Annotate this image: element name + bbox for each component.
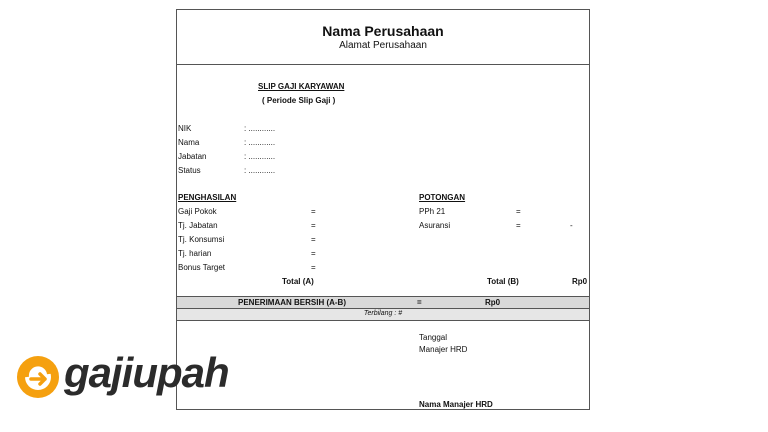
deduction-total-value: Rp0: [572, 277, 588, 286]
header-divider: [176, 64, 590, 65]
net-pay-label: PENERIMAAN BERSIH (A-B): [238, 298, 346, 307]
income-row-label: Tj. Konsumsi: [178, 235, 225, 244]
slip-title: SLIP GAJI KARYAWAN: [258, 82, 345, 91]
income-row-label: Tj. Jabatan: [178, 221, 218, 230]
income-row-eq: =: [311, 249, 316, 258]
company-address: Alamat Perusahaan: [339, 40, 427, 51]
terbilang-text: Terbilang : #: [363, 310, 403, 317]
income-row-eq: =: [311, 263, 316, 272]
deduction-heading: POTONGAN: [419, 193, 466, 202]
income-row-label: Gaji Pokok: [178, 207, 217, 216]
employee-nik-value: : ............: [244, 124, 276, 133]
logo-wordmark: gajiupah: [64, 349, 229, 396]
employee-status-label: Status: [178, 166, 201, 175]
net-pay-eq: =: [417, 298, 422, 307]
signature-date-label: Tanggal: [419, 333, 448, 342]
deduction-row-label: Asuransi: [419, 221, 451, 230]
employee-status-value: : ............: [244, 166, 276, 175]
company-name: Nama Perusahaan: [322, 23, 444, 39]
income-row-eq: =: [311, 207, 316, 216]
income-row-eq: =: [311, 221, 316, 230]
signature-role: Manajer HRD: [419, 345, 468, 354]
income-row-label: Bonus Target: [178, 263, 225, 272]
employee-name-value: : ............: [244, 138, 276, 147]
deduction-total-label: Total (B): [487, 277, 519, 286]
deduction-row-label: PPh 21: [419, 207, 446, 216]
income-heading: PENGHASILAN: [178, 193, 237, 202]
deduction-row-value: -: [570, 221, 573, 230]
employee-position-value: : ............: [244, 152, 276, 161]
employee-position-label: Jabatan: [178, 152, 207, 161]
income-row-eq: =: [311, 235, 316, 244]
income-total-label: Total (A): [282, 277, 314, 286]
employee-name-label: Nama: [178, 138, 200, 147]
net-pay-value: Rp0: [485, 298, 501, 307]
slip-period: ( Periode Slip Gaji ): [262, 96, 336, 105]
deduction-row-eq: =: [516, 221, 521, 230]
terbilang-divider: [176, 320, 590, 321]
income-row-label: Tj. harian: [178, 249, 212, 258]
employee-nik-label: NIK: [178, 124, 192, 133]
deduction-row-eq: =: [516, 207, 521, 216]
gajiupah-logo: [14, 347, 254, 411]
signature-name: Nama Manajer HRD: [419, 400, 493, 409]
